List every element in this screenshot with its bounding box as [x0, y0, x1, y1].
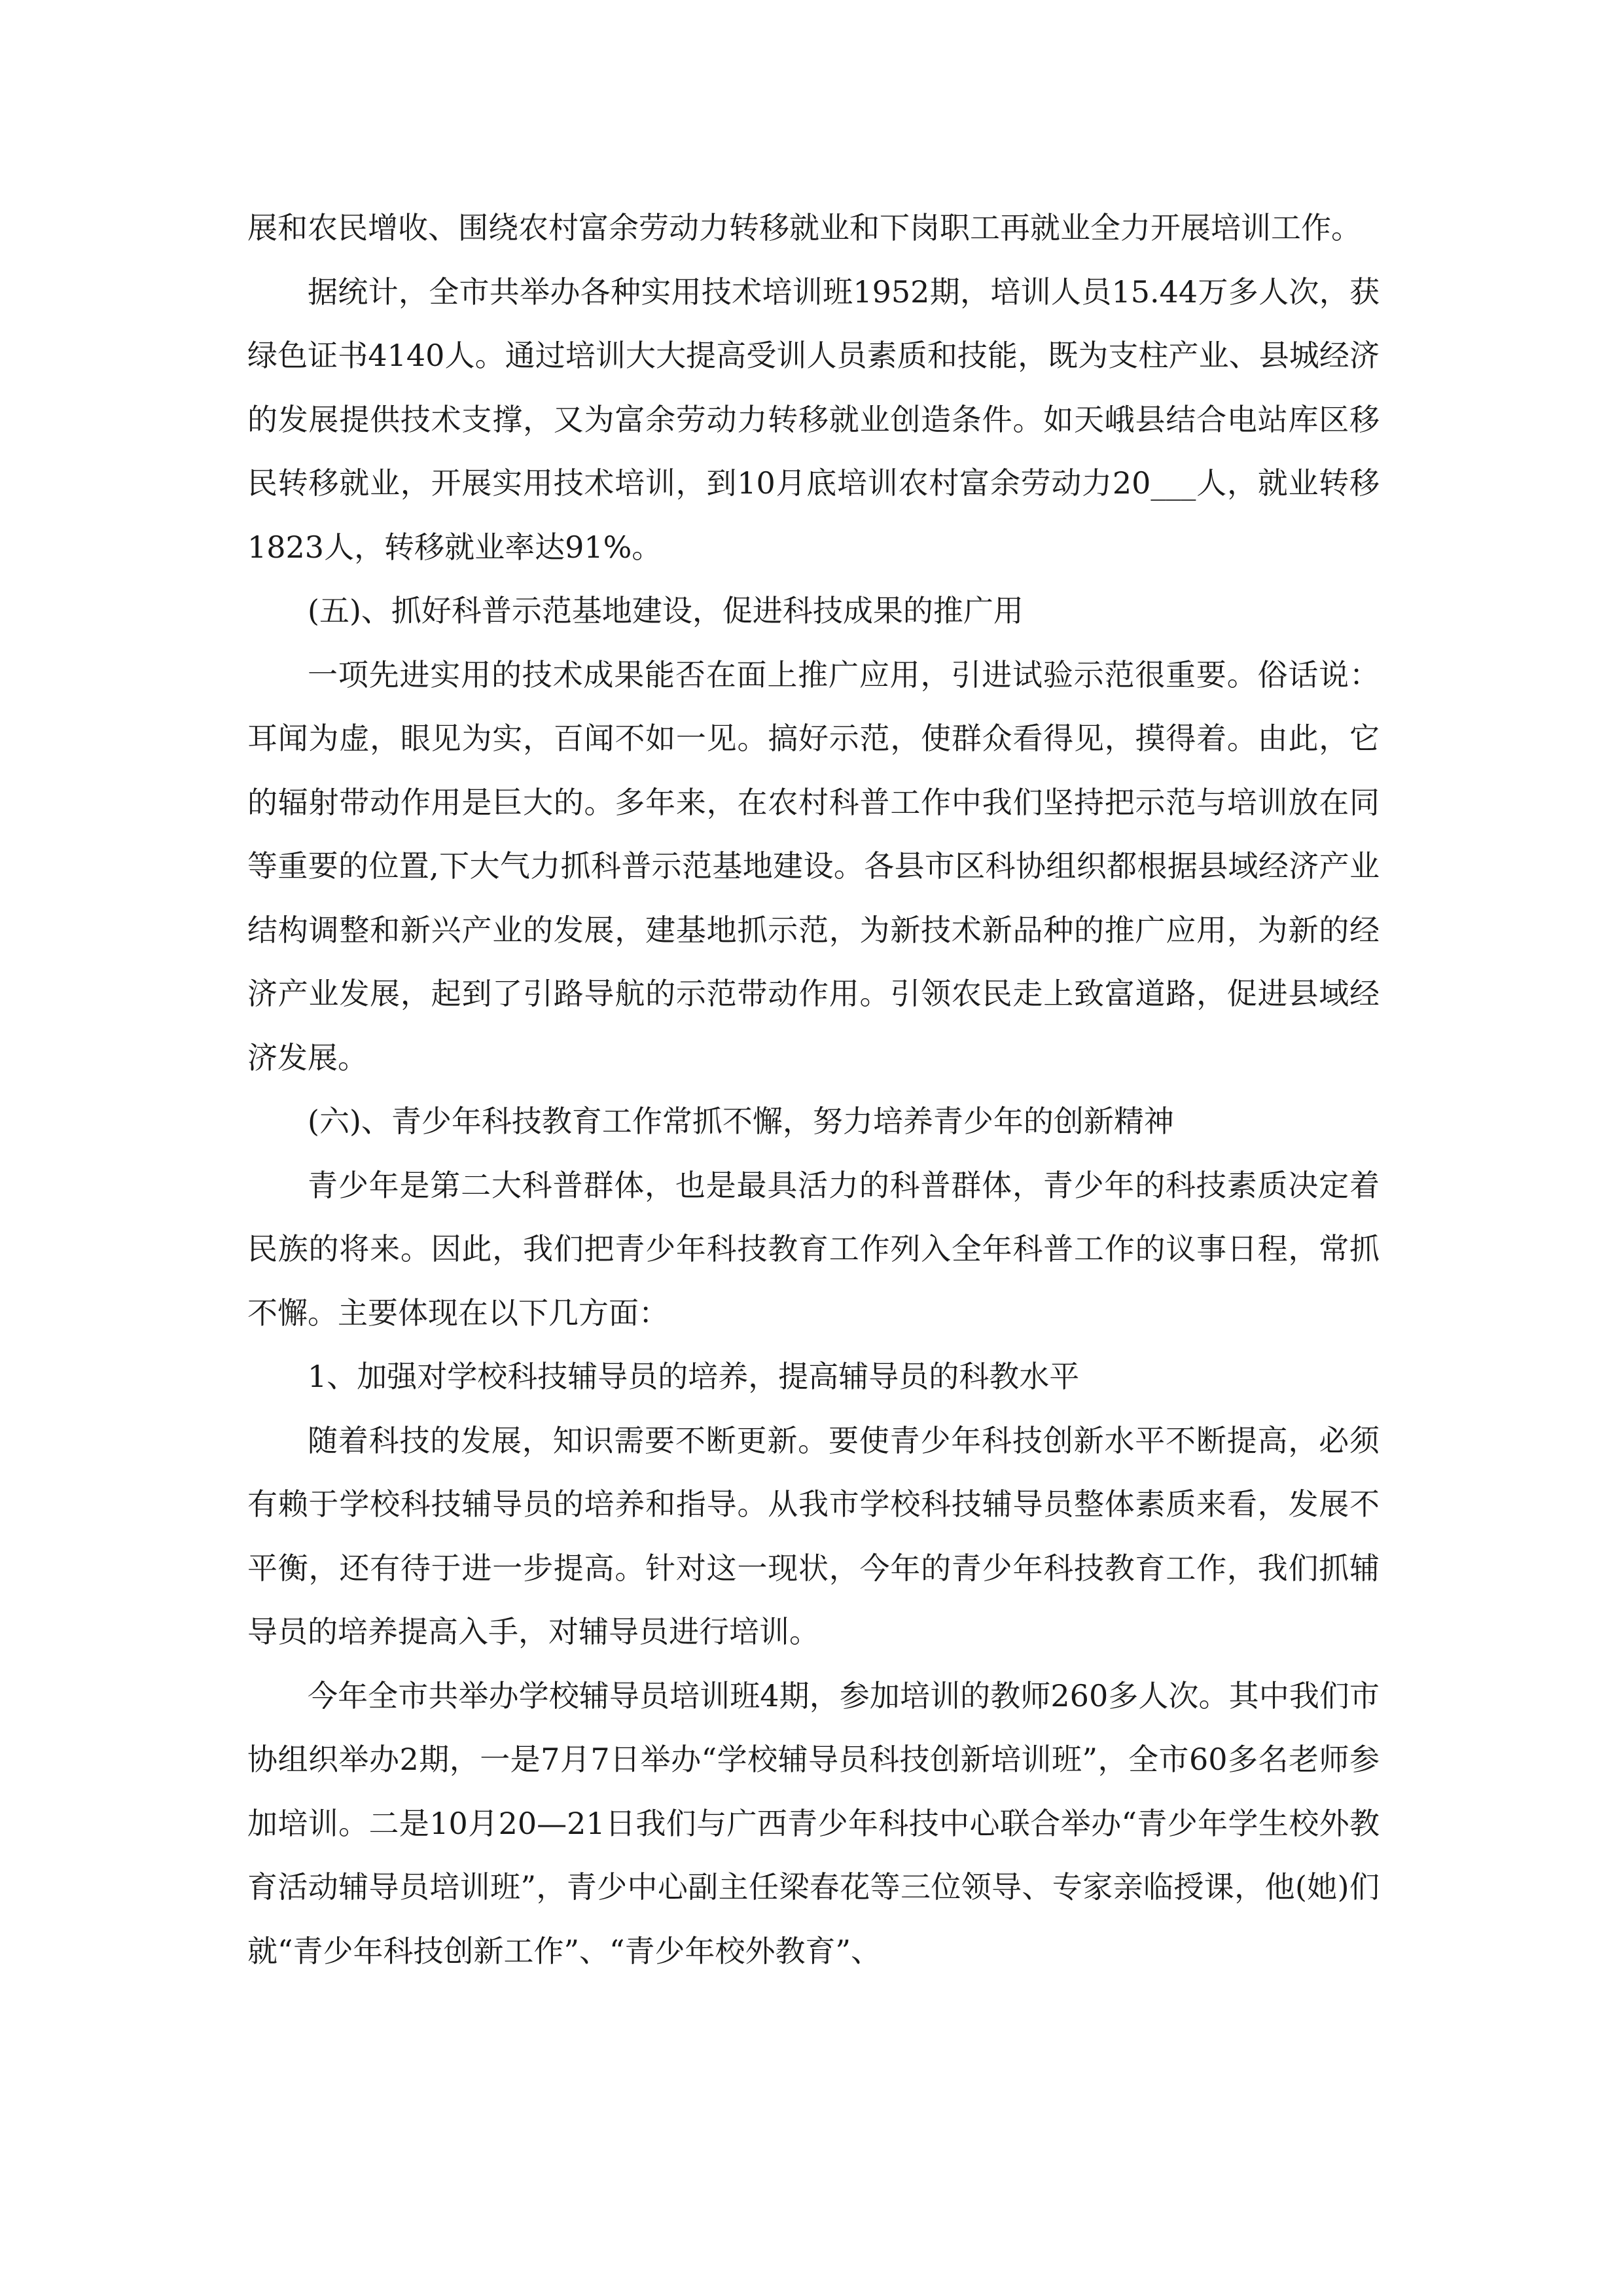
section-heading-six: (六)、青少年科技教育工作常抓不懈，努力培养青少年的创新精神	[308, 1103, 1174, 1139]
paragraph-youth: 青少年是第二大科普群体，也是最具活力的科普群体，青少年的科技素质决定着民族的将来。因此，我们把青少年科技教育工作列入全年科普工作的议事日程，常抓不懈。主要体现在以下几方面：	[247, 1167, 1380, 1331]
subsection-heading-one: 1、加强对学校科技辅导员的培养，提高辅导员的科教水平	[308, 1359, 1080, 1394]
section-heading-five: (五)、抓好科普示范基地建设，促进科技成果的推广用	[308, 593, 1024, 628]
paragraph-tutors: 随着科技的发展，知识需要不断更新。要使青少年科技创新水平不断提高，必须有赖于学校科技辅导员的培养和指导。从我市学校科技辅导员整体素质来看，发展不平衡，还有待于进一步提高。针对这一现状，今年的青少年科技教育工作，我们抓辅导员的培养提高入手，对辅导员进行培训。	[247, 1422, 1380, 1649]
paragraph-continued: 展和农民增收、围绕农村富余劳动力转移就业和下岗职工再就业全力开展培训工作。	[247, 210, 1361, 245]
paragraph-training: 今年全市共举办学校辅导员培训班4期，参加培训的教师260多人次。其中我们市协组织举办2期，一是7月7日举办“学校辅导员科技创新培训班”，全市60多名老师参加培训。二是10月20—21日我们与广西青少年科技中心联合举办“青少年学生校外教育活动辅导员培训班”，青少中心副主任梁春花等三位领导、专家亲临授课，他(她)们就“青少年科技创新工作”、“青少年校外教育”、	[247, 1677, 1380, 1969]
paragraph-demonstration: 一项先进实用的技术成果能否在面上推广应用，引进试验示范很重要。俗话说：耳闻为虚，眼见为实，百闻不如一见。搞好示范，使群众看得见，摸得着。由此，它的辐射带动作用是巨大的。多年来，在农村科普工作中我们坚持把示范与培训放在同等重要的位置,下大气力抓科普示范基地建设。各县市区科协组织都根据县域经济产业结构调整和新兴产业的发展，建基地抓示范，为新技术新品种的推广应用，为新的经济产业发展，起到了引路导航的示范带动作用。引领农民走上致富道路，促进县域经济发展。	[247, 656, 1380, 1075]
paragraph-statistics: 据统计，全市共举办各种实用技术培训班1952期，培训人员15.44万多人次，获绿色证书4140人。通过培训大大提高受训人员素质和技能，既为支柱产业、县城经济的发展提供技术支撑，又为富余劳动力转移就业创造条件。如天峨县结合电站库区移民转移就业，开展实用技术培训，到10月底培训农村富余劳动力20___人，就业转移1823人，转移就业率达91%。	[247, 274, 1380, 565]
document-body	[247, 196, 1380, 1983]
